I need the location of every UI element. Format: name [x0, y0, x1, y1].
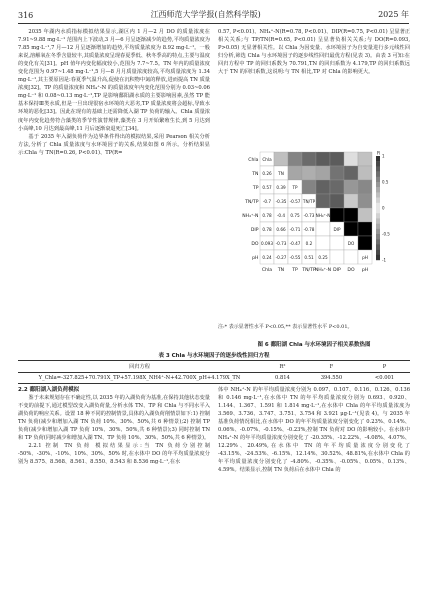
table-header-cell: P — [382, 363, 387, 370]
correlation-color-cell — [288, 152, 302, 166]
row-label: TP — [252, 185, 259, 191]
legend-swatch — [376, 166, 380, 171]
diagonal-label: DO — [347, 240, 355, 246]
correlation-color-cell — [316, 152, 330, 166]
correlation-value: 0.26 — [262, 170, 272, 176]
table-header-cell: R² — [279, 363, 286, 370]
legend-swatch — [376, 161, 380, 166]
table-header-row — [18, 361, 410, 373]
diagonal-label: DIP — [333, 226, 341, 232]
right-column-top — [218, 28, 410, 76]
correlation-value: 0.66 — [276, 226, 286, 232]
legend-swatch — [376, 156, 380, 161]
figure-title: 图 6 鄱阳湖 Chla 与水环境因子相关系数热图 — [257, 342, 371, 348]
correlation-color-cell — [344, 222, 358, 236]
correlation-value: -0.4 — [276, 212, 286, 218]
legend-swatch — [376, 177, 380, 182]
correlation-value: 0.78 — [262, 212, 272, 218]
diagonal-label: TN/TP — [302, 198, 316, 204]
correlation-color-cell — [316, 180, 330, 194]
correlation-color-cell — [302, 152, 316, 166]
legend-swatch — [376, 203, 380, 208]
correlation-value: 0.57 — [262, 184, 272, 190]
diagonal-label: TN — [278, 170, 284, 176]
correlation-color-cell — [316, 194, 330, 208]
row-label: DIP — [250, 227, 259, 233]
regression-equation: Y_Chla=-327.825+70.791X_TP+57.198X_NH4⁺-N+42.700X_pH+4.179X_TN — [38, 375, 241, 381]
correlation-color-cell — [344, 208, 358, 222]
correlation-color-cell — [358, 152, 372, 166]
legend-swatch — [376, 208, 380, 213]
header-rule — [18, 23, 409, 24]
legend-tick: 0 — [382, 205, 385, 211]
correlation-value: 0.51 — [304, 254, 314, 260]
p-value: <0.001 — [374, 375, 395, 381]
correlation-value: 0.75 — [290, 212, 300, 218]
legend-tick: -0.5 — [382, 231, 390, 237]
correlation-color-cell — [358, 236, 372, 250]
legend-swatch — [376, 255, 380, 260]
legend-swatch — [376, 224, 380, 229]
legend-swatch — [376, 172, 380, 177]
correlation-cell — [330, 250, 344, 264]
correlation-cell — [316, 236, 330, 250]
legend-tick: 0.5 — [382, 179, 389, 185]
paragraph: 鉴于未来规划存在不确定性,以 2035 年的入湖负荷为基准,在保持其他状态变量不变的前提下,通过模型改变入湖负荷量,分析水体 TN、TP 和 Chla 与不同水平入湖负荷的响应关系。设置 18 种不同的控制情景,具体的入湖负荷削情景如下:1) 控制 TN 负荷(减少和增加入湖 TN 负荷 10%、30%、50%,共 6 种情景);2) 控制 TP 负荷(减少和增加入湖 TP 负荷 10%、30%、50%,共 6 种情景);3) 同时控制 TN 和 TP 负荷(同时减少和增加入湖 TN、TP 负荷 10%、30%、50%,共 6 种情景)。 — [18, 395, 210, 442]
correlation-color-cell — [344, 194, 358, 208]
correlation-color-cell — [358, 208, 372, 222]
journal-name: 江西师范大学学报(自然科学版) — [150, 10, 261, 19]
section-heading: 2.2 鄱阳湖入湖负荷模拟 — [18, 387, 80, 393]
row-label: NH₄⁺-N — [242, 213, 259, 219]
diagonal-label: TP — [292, 184, 298, 190]
right-column-bottom — [218, 386, 410, 475]
column-label: Chla — [261, 268, 273, 273]
correlation-color-cell — [358, 166, 372, 180]
figure-note: 注:* 表示显著性水平 P<0.05,** 表示显著性水平 P<0.01。 — [218, 324, 353, 330]
column-label: DIP — [333, 268, 341, 273]
correlation-color-cell — [358, 180, 372, 194]
row-label: pH — [252, 255, 259, 261]
left-column-bottom — [18, 386, 210, 466]
legend-label: R — [377, 151, 381, 157]
paragraph: 体中 NH₄⁺-N 的年平均质量浓度分别为 0.097、0.107、0.116、0.126、0.136 和 0.146 mg·L⁻¹,在水体中 TN 的年平均质量浓度分别为 0.693、0.920、1.144、1.367、1.591 和 1.814 mg·L⁻¹,在水体中 Chla 的年平均质量浓度为 3.569、3.736、3.747、3.751、3.754 和 3.921 μg·L⁻¹(见表 4)。与 2035 年基准负荷情况相比,在水体中 DO 的年平均质量浓度分别变化了 0.23%、0.14%、0.06%、-0.07%、-0.15%、-0.23%,控制 TN 负荷对 DO 的影响较小。在水体中 NH₄⁺-N 的年平均质量浓度分别变化了 -20.35%、-12.22%、-4.08%、4.07%、12.29%、20.49%,在水体中 TN 的年平均质量浓度分别变化了 -43.15%、-24.53%、-6.15%、12.14%、30.52%、48.81%,在水体中 Chla 的年平均质量浓度分别变化了 -4.80%、-0.35%、-0.05%、0.05%、0.13%、4.59%。结果显示,控制 TN 负荷后在水体中 Chla 的 — [218, 387, 410, 474]
row-label: TN — [252, 171, 259, 177]
correlation-color-cell — [330, 152, 344, 166]
row-label: DO — [251, 241, 259, 247]
f-value: 394.550 — [320, 375, 343, 381]
legend-swatch — [376, 192, 380, 197]
correlation-color-cell — [302, 166, 316, 180]
paragraph: 基于 2035 年入湖负荷作为边界条件得出的模拟结果,采用 Pearson 相关分析方法,分析了 Chla 质量浓度与水环境因子的关系,结果如图 6 所示。分析结果显示:Chla 与 TN(R=0.26, P<0.01)、TP(R= — [18, 133, 210, 156]
correlation-value: 0.24 — [262, 254, 272, 260]
legend-swatch — [376, 234, 380, 239]
left-column-top — [18, 28, 210, 157]
legend-swatch — [376, 250, 380, 255]
diagonal-label: Chla — [262, 156, 272, 162]
correlation-color-cell — [344, 152, 358, 166]
correlation-cell — [344, 250, 358, 264]
legend-swatch — [376, 239, 380, 244]
r-squared: 0.814 — [275, 375, 290, 381]
paragraph: 0.57, P<0.01)、NH₄⁺-N(R=0.78, P<0.01)、DIP(R=0.75, P<0.01) 呈显著正相关关系;与 TP/TN(R=0.65, P<0.01) 呈显著负相关关系;与 DO(R=0.093, P>0.05) 无显著相关性。以 Chla 为因变量、水环境因子为自变量进行多元线性回归分析,筛选 Chla 与水环境因子的逐步线性回归最优方程(见表 3)。由表 3 可知:在回归方程中 TP 的回归系数为 70.791,TN 的回归系数为 4.179,TP 的回归系数远大于 TN 的回归系数,这说明:与 TN 相比,TP 对 Chla 的影响更大。 — [218, 29, 410, 76]
page-number: 316 — [18, 11, 34, 20]
year: 2025 年 — [378, 10, 409, 19]
legend-swatch — [376, 244, 380, 249]
table-row — [18, 373, 410, 384]
correlation-value: -0.35 — [275, 198, 287, 204]
correlation-color-cell — [344, 180, 358, 194]
column-label: TP — [292, 268, 298, 273]
correlation-color-cell — [344, 166, 358, 180]
paragraph: 2.2.1 控制 TN 负荷 模拟结果显示:当 TN 负荷分别控制 -50%、-30%、-10%、10%、30%、50% 时,在水体中 DO 的年平均质量浓度分别为 8.575、8.568、8.561、8.550、8.543 和 8.536 mg·L⁻¹,在水 — [18, 443, 210, 466]
correlation-value: -0.7 — [262, 198, 272, 204]
correlation-value: 0.78 — [262, 226, 272, 232]
correlation-color-cell — [288, 166, 302, 180]
legend-tick: 1 — [382, 153, 385, 159]
paragraph: 2035 年湖内水质指标模拟结果显示,湖区内 1 月—2 月 DO 的质量浓度在 7.91~9.88 mg·L⁻¹ 范围内上下波动,3 月—6 月呈逐渐减少的趋势,平均质量浓度为 7.85 mg·L⁻¹,7 月—12 月呈逐渐增加的趋势,平均质量浓度为 8.92 mg·L⁻¹。一般来说,溶解氧在冬季含量较丰,其质量浓度呈现春夏季低、秋冬季高的特点,主要与温度的变化有关[31]。pH 值年内变化幅度较小,范围为 7.7~7.5。TN 年内的质量浓度变化范围为 0.97~1.48 mg·L⁻¹,5 月—8 月月质量浓度较高,平均质量浓度为 1.34 mg·L⁻¹,其主要原因是:春夏季气温升高,促使在沉积物中氮的释放,进而提高 TN 质量浓度[32]。TP 的质量浓度和 NH₄⁺-N 的质量浓度年内变化范围分别为 0.03~0.06 mg·L⁻¹ 和 0.08~0.13 mg·L⁻¹,TP 是影响鄱阳湖水质的主要影响因素,虽然 TP 能基本保持Ⅲ类水质,但是一旦出现很宿水环境的大恶劣,TP 质量浓度将会超标,导致水环境的恶化[33]。因此在现有的基础上还需降低入湖 TP 负荷的输入。Chla 质量浓度年内变化趋势符合藻类的季节性演替规律,藻类在 3 月开始繁殖生长,到 5 月达到小高峰,10 月达到最高峰,11 月后逐渐衰退死亡[34]。 — [18, 29, 210, 132]
correlation-cell — [330, 236, 344, 250]
running-header — [18, 8, 409, 20]
diagonal-label: NH₄⁺-N — [315, 212, 331, 218]
correlation-value: -0.27 — [275, 254, 287, 260]
legend-tick: -1 — [382, 257, 386, 263]
regression-table — [18, 360, 410, 384]
column-label: NH₄⁺-N — [314, 268, 332, 273]
correlation-cell — [316, 222, 330, 236]
correlation-value: -0.57 — [289, 198, 301, 204]
correlation-color-cell — [330, 166, 344, 180]
column-label: TN/TP — [302, 268, 316, 273]
column-label: DO — [347, 268, 355, 273]
correlation-color-cell — [330, 208, 344, 222]
diagonal-label: pH — [362, 254, 368, 260]
column-label: pH — [361, 268, 369, 273]
table-title: 表 3 Chla 与水环境因子的逐步线性回归方程 — [158, 353, 270, 359]
legend-swatch — [376, 198, 380, 203]
row-label: Chla — [248, 157, 259, 163]
correlation-value: 0.2 — [305, 240, 313, 246]
correlation-color-cell — [316, 166, 330, 180]
legend-swatch — [376, 229, 380, 234]
correlation-value: -0.73 — [275, 240, 287, 246]
table-header-cell: 回归方程 — [129, 364, 150, 370]
correlation-color-cell — [274, 152, 288, 166]
correlation-value: -0.55 — [289, 254, 301, 260]
correlation-color-cell — [358, 222, 372, 236]
correlation-value: 0.093 — [261, 240, 273, 246]
correlation-color-cell — [302, 180, 316, 194]
table-header-cell: F — [329, 363, 334, 370]
correlation-value: -0.73 — [303, 212, 315, 218]
correlation-color-cell — [330, 194, 344, 208]
row-label: TN/TP — [245, 199, 259, 205]
legend-swatch — [376, 182, 380, 187]
correlation-value: -0.71 — [289, 226, 301, 232]
correlation-value: 0.25 — [318, 254, 328, 260]
correlation-color-cell — [358, 194, 372, 208]
correlation-value: 0.39 — [276, 184, 286, 190]
correlation-color-cell — [330, 180, 344, 194]
legend-swatch — [376, 187, 380, 192]
correlation-value: -0.47 — [289, 240, 301, 246]
legend-swatch — [376, 213, 380, 218]
correlation-heatmap — [238, 148, 390, 318]
legend-swatch — [376, 218, 380, 223]
column-label: TN — [277, 268, 285, 273]
correlation-value: -0.78 — [303, 226, 315, 232]
